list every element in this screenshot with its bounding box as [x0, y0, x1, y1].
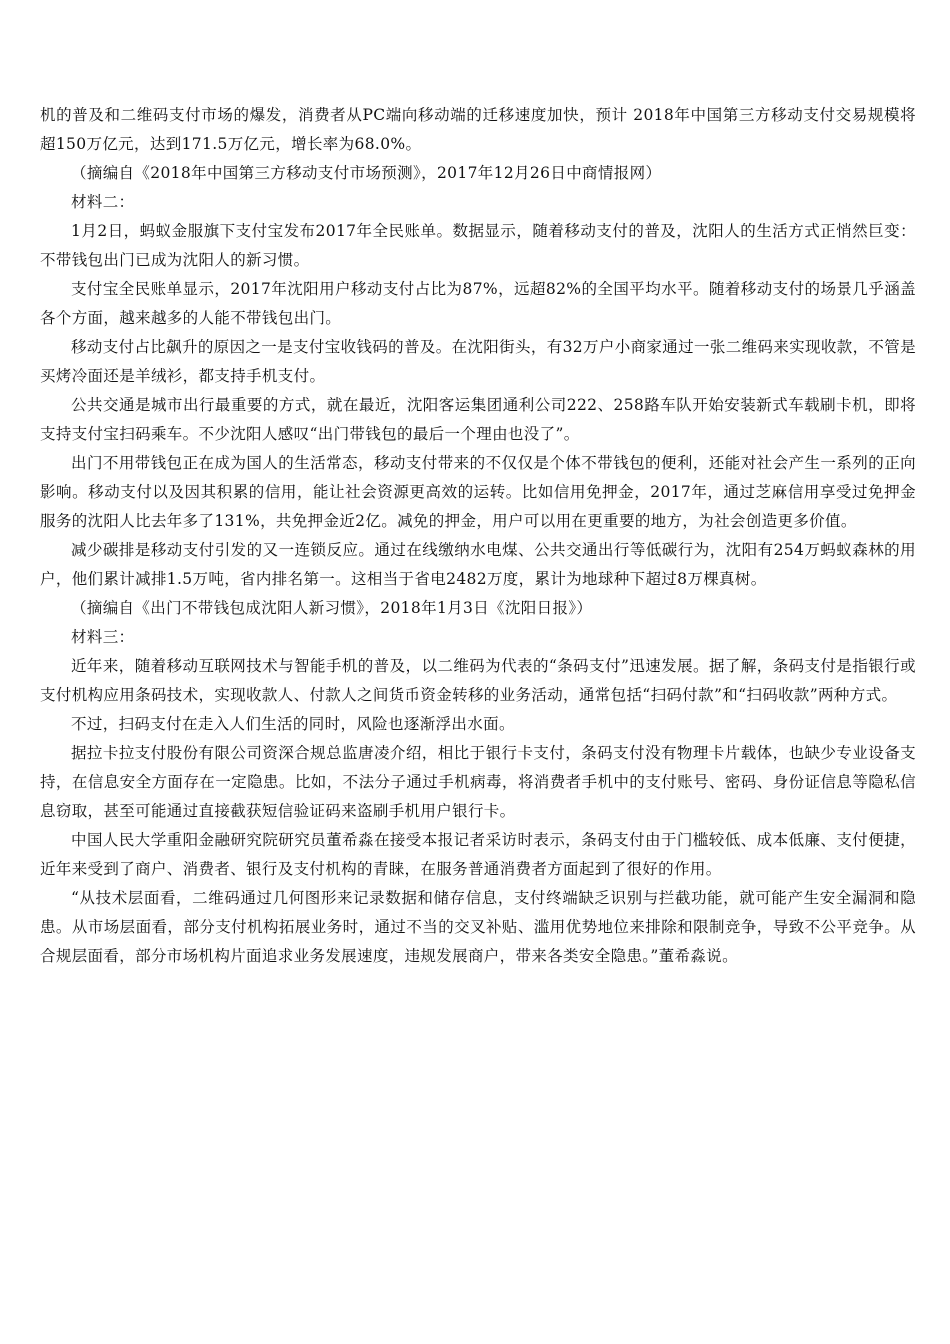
paragraph: 1月2日，蚂蚁金服旗下支付宝发布2017年全民账单。数据显示，随着移动支付的普及，沈阳人的生活方式正悄然巨变：不带钱包出门已成为沈阳人的新习惯。 — [40, 222, 916, 269]
paragraph: 出门不用带钱包正在成为国人的生活常态，移动支付带来的不仅仅是个体不带钱包的便利，还能对社会产生一系列的正向影响。移动支付以及因其积累的信用，能让社会资源更高效的运转。比如信用免押金，2017年，通过芝麻信用享受过免押金服务的沈阳人比去年多了131%，共免押金近2亿。减免的押金，用户可以用在更重要的地方，为社会创造更多价值。 — [40, 454, 916, 530]
source-citation-2: （摘编自《出门不带钱包成沈阳人新习惯》，2018年1月3日《沈阳日报》） — [71, 599, 593, 617]
paragraph: 移动支付占比飙升的原因之一是支付宝收钱码的普及。在沈阳街头，有32万户小商家通过一张二维码来实现收款，不管是买烤冷面还是羊绒衫，都支持手机支付。 — [40, 338, 916, 385]
paragraph: 支付宝全民账单显示，2017年沈阳用户移动支付占比为87%，远超82%的全国平均水平。随着移动支付的场景几乎涵盖各个方面，越来越多的人能不带钱包出门。 — [40, 280, 916, 327]
paragraph-continuation: 机的普及和二维码支付市场的爆发，消费者从PC端向移动端的迁移速度加快，预计 2018年中国第三方移动支付交易规模将超150万亿元，达到171.5万亿元，增长率为68.0%。 — [40, 106, 916, 153]
paragraph: 减少碳排是移动支付引发的又一连锁反应。通过在线缴纳水电煤、公共交通出行等低碳行为，沈阳有254万蚂蚁森林的用户，他们累计减排1.5万吨，省内排名第一。这相当于省电2482万度，累计为地球种下超过8万棵真树。 — [40, 541, 916, 588]
paragraph: 公共交通是城市出行最重要的方式，就在最近，沈阳客运集团通利公司222、258路车队开始安装新式车载刷卡机，即将支持支付宝扫码乘车。不少沈阳人感叹“出门带钱包的最后一个理由也没了”。 — [40, 396, 916, 443]
material-three-heading: 材料三： — [71, 628, 135, 646]
document-body — [40, 101, 916, 971]
material-two-heading: 材料二： — [71, 193, 135, 211]
paragraph: 中国人民大学重阳金融研究院研究员董希淼在接受本报记者采访时表示，条码支付由于门槛较低、成本低廉、支付便捷，近年来受到了商户、消费者、银行及支付机构的青睐，在服务普通消费者方面起到了很好的作用。 — [40, 831, 916, 878]
paragraph: “从技术层面看，二维码通过几何图形来记录数据和储存信息，支付终端缺乏识别与拦截功能，就可能产生安全漏洞和隐患。从市场层面看，部分支付机构拓展业务时，通过不当的交叉补贴、滥用优势地位来排除和限制竞争，导致不公平竞争。从合规层面看，部分市场机构片面追求业务发展速度，违规发展商户，带来各类安全隐患。”董希淼说。 — [40, 889, 916, 965]
paragraph: 近年来，随着移动互联网技术与智能手机的普及，以二维码为代表的“条码支付”迅速发展。据了解，条码支付是指银行或支付机构应用条码技术，实现收款人、付款人之间货币资金转移的业务活动，通常包括“扫码付款”和“扫码收款”两种方式。 — [40, 657, 916, 704]
paragraph: 据拉卡拉支付股份有限公司资深合规总监唐凌介绍，相比于银行卡支付，条码支付没有物理卡片载体，也缺少专业设备支持，在信息安全方面存在一定隐患。比如，不法分子通过手机病毒，将消费者手机中的支付账号、密码、身份证信息等隐私信息窃取，甚至可能通过直接截获短信验证码来盗刷手机用户银行卡。 — [40, 744, 916, 820]
source-citation-1: （摘编自《2018年中国第三方移动支付市场预测》，2017年12月26日中商情报网） — [71, 164, 662, 182]
paragraph: 不过，扫码支付在走入人们生活的同时，风险也逐渐浮出水面。 — [71, 715, 515, 733]
